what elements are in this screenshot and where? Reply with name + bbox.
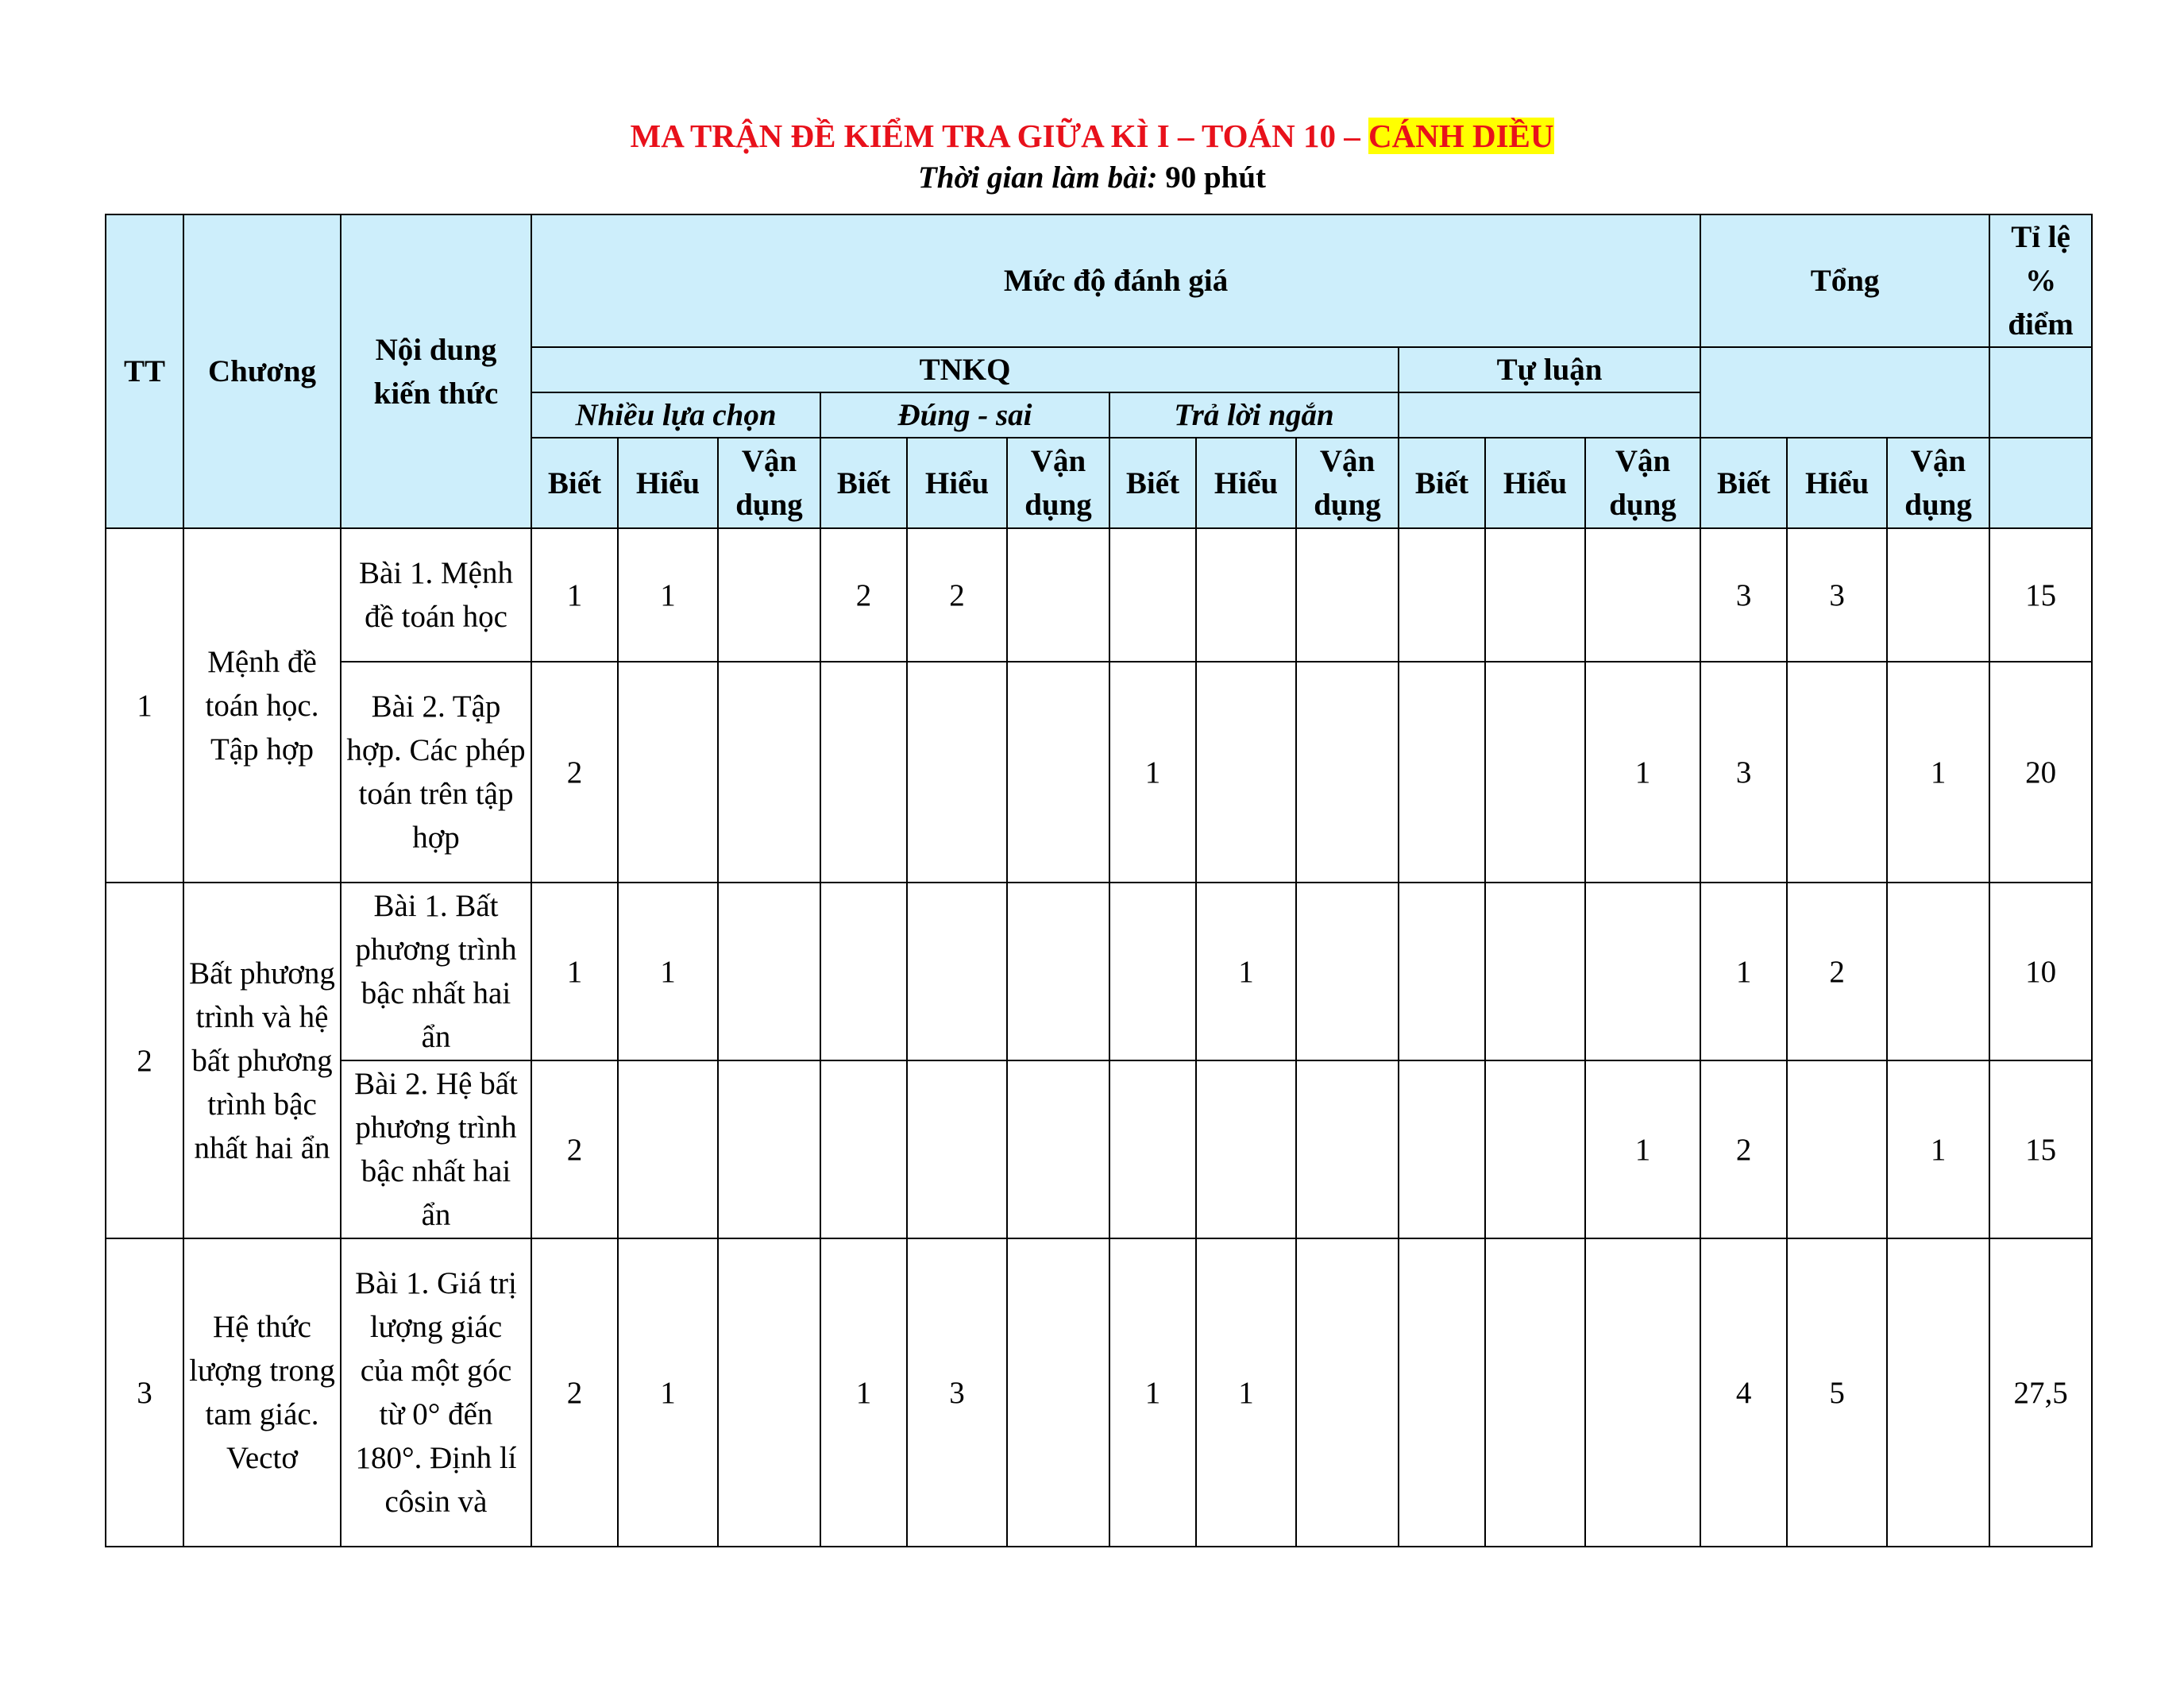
row-noi-dung: Bài 2. Tập hợp. Các phép toán trên tập hợp (341, 662, 531, 883)
header-tu-luan: Tự luận (1399, 347, 1700, 392)
cell (1007, 662, 1109, 883)
cell (1887, 883, 1989, 1060)
header-biet: Biết (1700, 438, 1787, 528)
cell: 1 (1585, 662, 1700, 883)
row-chuong: Bất phương trình và hệ bất phương trình bậc nhất hai ẩn (183, 883, 341, 1238)
cell (1399, 662, 1485, 883)
cell (1007, 1060, 1109, 1238)
cell: 1 (618, 1238, 718, 1547)
cell: 1 (1887, 1060, 1989, 1238)
header-tu-luan-blank (1399, 392, 1700, 438)
cell (718, 883, 820, 1060)
cell (718, 662, 820, 883)
cell: 5 (1787, 1238, 1887, 1547)
cell (1109, 1060, 1196, 1238)
cell: 1 (531, 528, 618, 662)
cell: 1 (531, 883, 618, 1060)
cell (1887, 528, 1989, 662)
cell: 1 (1109, 662, 1196, 883)
cell (1399, 1060, 1485, 1238)
cell: 2 (820, 528, 907, 662)
header-tra-loi-ngan: Trả lời ngắn (1109, 392, 1399, 438)
row-chuong: Hệ thức lượng trong tam giác. Vectơ (183, 1238, 341, 1547)
header-nhieu-lua-chon: Nhiều lựa chọn (531, 392, 820, 438)
assessment-matrix-table (105, 214, 2093, 1547)
cell (1787, 662, 1887, 883)
cell (1109, 528, 1196, 662)
cell (1585, 883, 1700, 1060)
cell (1485, 883, 1585, 1060)
header-biet: Biết (1399, 438, 1485, 528)
row-tt: 2 (106, 883, 183, 1238)
header-van-dung: Vận dụng (1887, 438, 1989, 528)
cell (1296, 662, 1399, 883)
cell: 2 (531, 1238, 618, 1547)
header-tong: Tổng (1700, 214, 1989, 347)
document-subtitle (0, 158, 2184, 198)
cell (1399, 1238, 1485, 1547)
cell (718, 528, 820, 662)
time-value: 90 phút (1157, 160, 1267, 195)
cell: 2 (531, 662, 618, 883)
row-noi-dung: Bài 1. Bất phương trình bậc nhất hai ẩn (341, 883, 531, 1060)
cell: 1 (1887, 662, 1989, 883)
row-tt: 3 (106, 1238, 183, 1547)
cell (618, 1060, 718, 1238)
header-ti-le: Tỉ lệ % điểm (1989, 214, 2092, 347)
cell (1399, 883, 1485, 1060)
cell (1485, 1238, 1585, 1547)
cell (1485, 662, 1585, 883)
cell (1196, 662, 1296, 883)
header-van-dung: Vận dụng (718, 438, 820, 528)
table-row (106, 1238, 2092, 1547)
row-tt: 1 (106, 528, 183, 883)
cell: 27,5 (1989, 1238, 2092, 1547)
cell: 4 (1700, 1238, 1787, 1547)
cell (618, 662, 718, 883)
header-van-dung: Vận dụng (1296, 438, 1399, 528)
cell (1296, 1060, 1399, 1238)
header-ti-le-blank (1989, 438, 2092, 528)
header-van-dung: Vận dụng (1007, 438, 1109, 528)
cell (820, 1060, 907, 1238)
cell: 1 (1700, 883, 1787, 1060)
header-biet: Biết (531, 438, 618, 528)
cell (1787, 1060, 1887, 1238)
cell (1196, 1060, 1296, 1238)
document-title (0, 115, 2184, 156)
cell (820, 662, 907, 883)
header-hieu: Hiểu (1787, 438, 1887, 528)
cell (1007, 1238, 1109, 1547)
cell (718, 1060, 820, 1238)
header-muc-do: Mức độ đánh giá (531, 214, 1700, 347)
cell: 2 (531, 1060, 618, 1238)
header-ti-le-blank (1989, 347, 2092, 438)
cell (1485, 528, 1585, 662)
cell (1887, 1238, 1989, 1547)
header-tong-blank (1700, 347, 1989, 438)
cell: 15 (1989, 528, 2092, 662)
header-hieu: Hiểu (907, 438, 1007, 528)
cell (1296, 528, 1399, 662)
cell (1399, 528, 1485, 662)
cell (907, 662, 1007, 883)
cell: 1 (1196, 1238, 1296, 1547)
row-noi-dung: Bài 1. Mệnh đề toán học (341, 528, 531, 662)
cell (1296, 883, 1399, 1060)
cell (1196, 528, 1296, 662)
cell (1585, 1238, 1700, 1547)
header-noi-dung: Nội dung kiến thức (341, 214, 531, 528)
cell: 3 (1700, 528, 1787, 662)
cell: 1 (618, 883, 718, 1060)
document-title-block (0, 115, 2184, 198)
cell (907, 883, 1007, 1060)
cell (1296, 1238, 1399, 1547)
header-dung-sai: Đúng - sai (820, 392, 1109, 438)
cell (1585, 528, 1700, 662)
table-row (106, 883, 2092, 1060)
header-tt: TT (106, 214, 183, 528)
header-van-dung: Vận dụng (1585, 438, 1700, 528)
header-tnkq: TNKQ (531, 347, 1399, 392)
cell: 15 (1989, 1060, 2092, 1238)
row-noi-dung: Bài 1. Giá trị lượng giác của một góc từ 0° đến 180°. Định lí côsin và (341, 1238, 531, 1547)
table-row (106, 662, 2092, 883)
table-row (106, 528, 2092, 662)
time-label: Thời gian làm bài: (917, 160, 1158, 195)
header-hieu: Hiểu (618, 438, 718, 528)
header-hieu: Hiểu (1196, 438, 1296, 528)
header-hieu: Hiểu (1485, 438, 1585, 528)
cell (718, 1238, 820, 1547)
title-text: MA TRẬN ĐỀ KIỂM TRA GIỮA KÌ I – TOÁN 10 – (630, 118, 1368, 154)
cell (1007, 528, 1109, 662)
header-row-1 (106, 214, 2092, 347)
header-biet: Biết (1109, 438, 1196, 528)
table-row (106, 1060, 2092, 1238)
cell: 2 (1787, 883, 1887, 1060)
cell: 1 (618, 528, 718, 662)
cell: 3 (907, 1238, 1007, 1547)
cell: 3 (1787, 528, 1887, 662)
cell: 2 (1700, 1060, 1787, 1238)
row-noi-dung: Bài 2. Hệ bất phương trình bậc nhất hai ẩn (341, 1060, 531, 1238)
header-biet: Biết (820, 438, 907, 528)
cell: 20 (1989, 662, 2092, 883)
cell (1007, 883, 1109, 1060)
cell: 1 (1196, 883, 1296, 1060)
cell (1485, 1060, 1585, 1238)
row-chuong: Mệnh đề toán học. Tập hợp (183, 528, 341, 883)
cell (1109, 883, 1196, 1060)
cell: 3 (1700, 662, 1787, 883)
cell: 1 (1109, 1238, 1196, 1547)
cell: 2 (907, 528, 1007, 662)
header-chuong: Chương (183, 214, 341, 528)
cell: 1 (1585, 1060, 1700, 1238)
cell: 1 (820, 1238, 907, 1547)
title-highlight: CÁNH DIỀU (1368, 118, 1554, 154)
cell: 10 (1989, 883, 2092, 1060)
cell (820, 883, 907, 1060)
cell (907, 1060, 1007, 1238)
